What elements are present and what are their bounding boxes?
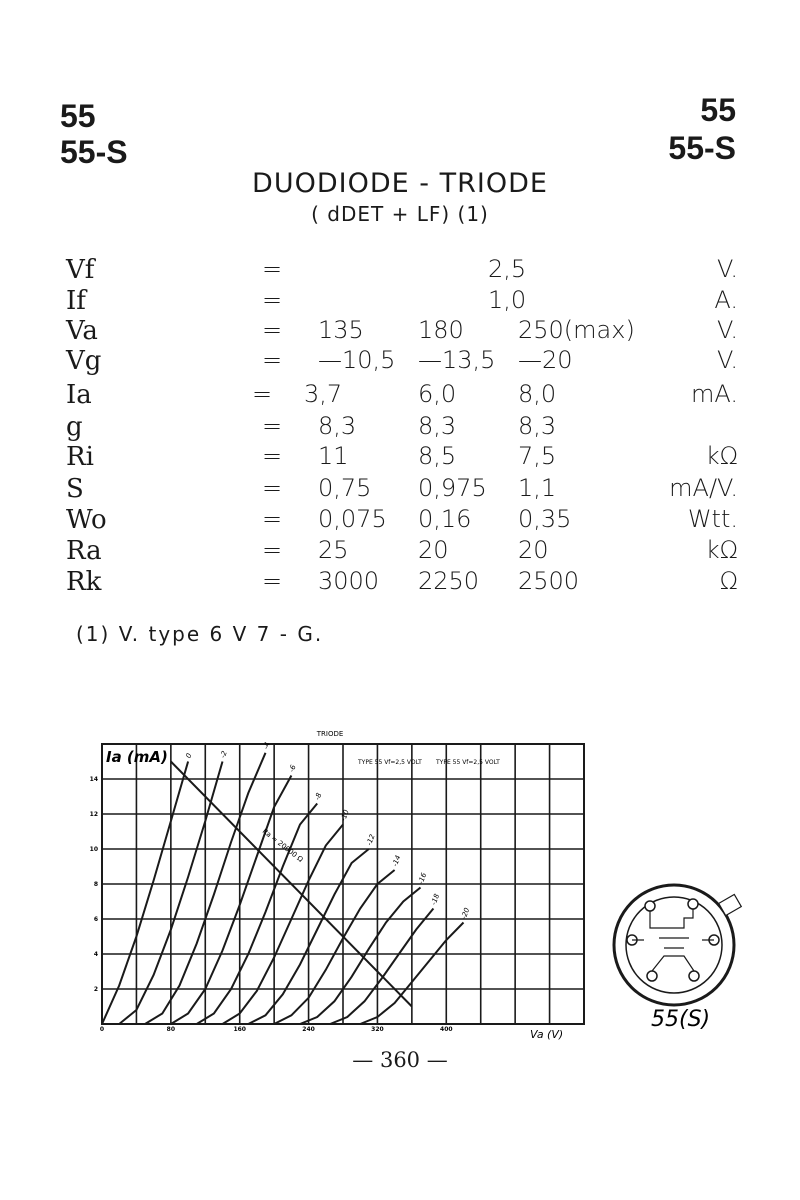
spec-symbol: Va <box>66 316 98 346</box>
triode-characteristic-chart <box>70 722 600 1052</box>
spec-row <box>0 442 800 473</box>
tube-title: DUODIODE - TRIODE <box>252 168 548 199</box>
x-tick-label: 400 <box>440 1026 453 1033</box>
spec-row <box>0 536 800 567</box>
curve-label: -18 <box>429 892 442 907</box>
spec-unit: mA/V. <box>669 474 738 502</box>
page-number: — 360 — <box>352 1048 448 1072</box>
spec-value-3: 250(max) <box>518 316 635 344</box>
spec-value-1: 25 <box>318 536 349 564</box>
spec-value-3: 1,1 <box>518 474 557 502</box>
spec-equals: = <box>262 255 283 283</box>
pin <box>647 971 657 981</box>
chart-xlabel: Va (V) <box>530 1028 564 1041</box>
type-variant-right: 55-S <box>668 130 736 166</box>
spec-row <box>0 505 800 536</box>
spec-value-2: 20 <box>418 536 449 564</box>
spec-value-1: 0,75 <box>318 474 372 502</box>
tube-subtitle: ( dDET + LF) (1) <box>311 202 489 226</box>
spec-unit: Wtt. <box>687 505 738 533</box>
chart-grid <box>102 744 584 1024</box>
spec-value-1: 135 <box>318 316 364 344</box>
spec-value-2: 2250 <box>418 567 480 595</box>
chart-ylabel: Ia (mA) <box>106 748 168 766</box>
spec-value-1: 3000 <box>318 567 380 595</box>
chart-curves <box>102 741 471 1024</box>
x-tick-label: 320 <box>371 1026 384 1033</box>
spec-value-2: 180 <box>418 316 464 344</box>
spec-value-3: 2,5 <box>488 255 527 283</box>
spec-unit: V. <box>717 316 738 344</box>
spec-row <box>0 567 800 598</box>
curve-label: -2 <box>218 749 229 760</box>
spec-value-3: 7,5 <box>518 442 557 470</box>
type-number-right: 55 <box>700 92 736 128</box>
spec-equals: = <box>262 316 283 344</box>
x-tick-label: 80 <box>166 1026 176 1033</box>
spec-equals: = <box>262 412 283 440</box>
spec-value-1: 8,3 <box>318 412 357 440</box>
series-line <box>330 909 433 1025</box>
spec-symbol: Ra <box>66 536 102 566</box>
curve-label: -8 <box>313 791 324 802</box>
y-tick-label: 12 <box>89 811 98 818</box>
curve-label: -20 <box>459 906 472 921</box>
spec-unit: V. <box>717 346 738 374</box>
spec-symbol: Vg <box>66 346 102 376</box>
pin <box>689 971 699 981</box>
socket-inner-ring <box>626 897 722 993</box>
spec-symbol: If <box>66 286 86 316</box>
spec-value-2: 8,3 <box>418 412 457 440</box>
spec-equals: = <box>262 567 283 595</box>
spec-value-3: 8,0 <box>518 380 557 408</box>
top-cap <box>719 894 742 915</box>
spec-equals: = <box>262 505 283 533</box>
spec-value-2: 0,16 <box>418 505 472 533</box>
spec-row <box>0 412 800 443</box>
spec-symbol: g <box>66 412 83 442</box>
curve-label: -4 <box>261 741 272 751</box>
y-tick-label: 2 <box>93 986 98 993</box>
spec-equals: = <box>262 346 283 374</box>
y-tick-label: 14 <box>89 776 98 783</box>
socket-label: 55(S) <box>651 1007 711 1032</box>
series-line <box>102 762 188 1025</box>
curve-label: -10 <box>339 808 351 823</box>
y-tick-label: 8 <box>93 881 98 888</box>
spec-unit: V. <box>717 255 738 283</box>
curve-label: 0 <box>184 752 194 760</box>
spec-symbol: Ri <box>66 442 94 472</box>
curve-label: -16 <box>416 871 429 886</box>
x-tick-label: 160 <box>233 1026 246 1033</box>
x-tick-label: 0 <box>99 1026 105 1033</box>
spec-value-2: 8,5 <box>418 442 457 470</box>
spec-row <box>0 316 800 347</box>
spec-symbol: Vf <box>66 255 95 285</box>
spec-value-3: 20 <box>518 536 549 564</box>
y-tick-label: 10 <box>89 846 98 853</box>
footnote: (1) V. type 6 V 7 - G. <box>76 622 324 646</box>
chart-annotation-left: TYPE 55 Vf=2,5 VOLT <box>358 759 422 766</box>
spec-value-3: —20 <box>518 346 573 374</box>
spec-equals: = <box>262 474 283 502</box>
spec-row <box>0 474 800 505</box>
spec-symbol: S <box>66 474 84 504</box>
x-tick-label: 240 <box>302 1026 315 1033</box>
spec-symbol: Ia <box>66 380 92 410</box>
spec-unit: Ω <box>719 567 738 595</box>
spec-value-3: 8,3 <box>518 412 557 440</box>
type-number-left: 55 <box>60 98 96 134</box>
socket-diagram <box>604 878 754 1038</box>
socket-wiring <box>632 909 714 971</box>
spec-value-2: 6,0 <box>418 380 457 408</box>
spec-unit: kΩ <box>705 536 738 564</box>
chart-title: TRIODE <box>316 730 344 738</box>
spec-symbol: Rk <box>66 567 102 597</box>
spec-equals: = <box>262 286 283 314</box>
spec-row <box>0 346 800 377</box>
spec-unit: kΩ <box>705 442 738 470</box>
spec-value-1: —10,5 <box>318 346 396 374</box>
y-tick-label: 6 <box>93 916 98 923</box>
spec-symbol: Wo <box>66 505 107 535</box>
curve-label: -12 <box>365 833 377 847</box>
spec-value-1: 3,7 <box>304 380 343 408</box>
chart-annotation-right: TYPE 55 Vf=2,5 VOLT <box>436 759 500 766</box>
spec-value-1: 0,075 <box>318 505 387 533</box>
pin <box>688 899 698 909</box>
spec-equals: = <box>262 442 283 470</box>
pin <box>645 901 655 911</box>
spec-value-3: 1,0 <box>488 286 527 314</box>
y-tick-label: 4 <box>93 951 98 958</box>
load-line-label: Ra = 20000 Ω <box>260 827 305 864</box>
curve-label: -6 <box>287 763 298 774</box>
spec-row <box>0 286 800 317</box>
spec-unit: A. <box>714 286 738 314</box>
curve-label: -14 <box>391 854 403 868</box>
spec-unit: mA. <box>690 380 738 408</box>
spec-value-3: 0,35 <box>518 505 572 533</box>
spec-value-2: 0,975 <box>418 474 487 502</box>
spec-value-3: 2500 <box>518 567 580 595</box>
spec-equals: = <box>252 380 273 408</box>
spec-row <box>0 380 800 411</box>
spec-equals: = <box>262 536 283 564</box>
spec-row <box>0 255 800 286</box>
type-variant-left: 55-S <box>60 134 128 170</box>
spec-value-1: 11 <box>318 442 349 470</box>
spec-value-2: —13,5 <box>418 346 496 374</box>
